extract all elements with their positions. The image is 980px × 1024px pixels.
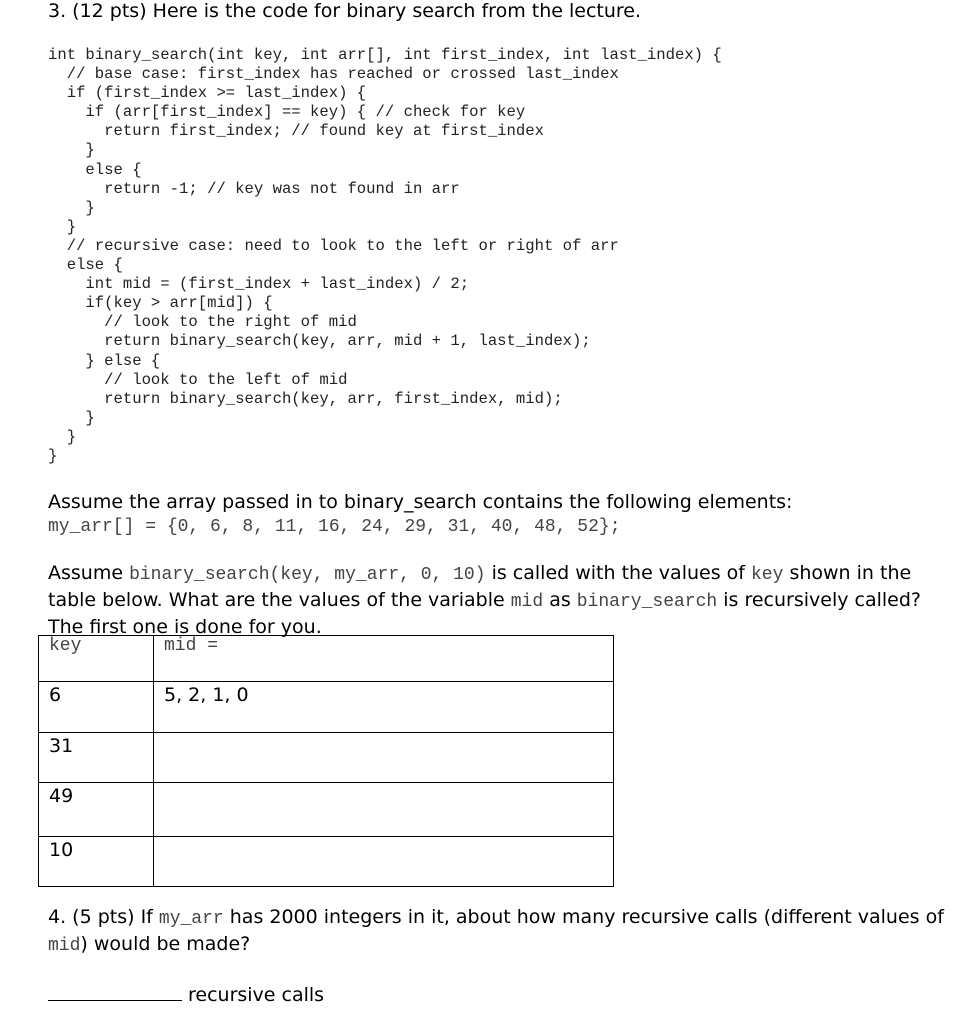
mid-values-table — [38, 635, 614, 887]
table-row — [39, 837, 614, 887]
q4-text-part: ) would be made? — [80, 933, 251, 955]
question-3-heading: 3. (12 pts) Here is the code for binary search from the lecture. — [48, 0, 641, 22]
call-text-part: is recursively called? The first one is done for you. — [48, 589, 922, 638]
array-description — [48, 490, 792, 540]
code-line: return first_index; // found key at first_index — [48, 122, 544, 141]
table-header-row — [39, 636, 614, 682]
code-line: return binary_search(key, arr, mid + 1, last_index); — [48, 332, 591, 351]
code-line: // look to the right of mid — [48, 313, 357, 332]
mid-code: mid — [510, 592, 544, 612]
key-column-header: key — [39, 636, 154, 682]
mid-column-header: mid = — [154, 636, 614, 682]
code-line: if(key > arr[mid]) { — [48, 294, 273, 313]
table-row — [39, 733, 614, 783]
code-line: } — [48, 198, 95, 217]
key-cell: 31 — [39, 733, 154, 783]
array-intro: Assume the array passed in to binary_search contains the following elements: — [48, 491, 793, 513]
code-line: // base case: first_index has reached or crossed last_index — [48, 65, 619, 84]
answer-blank[interactable] — [48, 980, 182, 1001]
q4-text-part: has 2000 integers in it, about how many recursive calls (different values of — [223, 906, 944, 928]
code-line: } — [48, 217, 77, 236]
table-row — [39, 682, 614, 733]
key-cell: 10 — [39, 837, 154, 887]
code-line: if (first_index >= last_index) { — [48, 84, 367, 103]
code-line: else { — [48, 160, 142, 179]
code-line: } — [48, 427, 77, 446]
mid-answer-cell[interactable] — [154, 733, 614, 783]
code-line: } — [48, 408, 95, 427]
code-line: else { — [48, 256, 123, 275]
call-text-part: shown in the table below. What are the values of the variable — [48, 562, 912, 611]
key-cell: 49 — [39, 783, 154, 837]
binary-search-code-ref: binary_search — [576, 592, 718, 612]
mid-answer-cell: 5, 2, 1, 0 — [154, 682, 614, 733]
call-text-part: is called with the values of — [485, 562, 751, 584]
answer-line — [48, 980, 324, 1006]
table-row — [39, 783, 614, 837]
code-line: int mid = (first_index + last_index) / 2; — [48, 275, 470, 294]
code-line: return binary_search(key, arr, first_index, mid); — [48, 389, 563, 408]
code-line: } — [48, 141, 95, 160]
key-cell: 6 — [39, 682, 154, 733]
code-line: return -1; // key was not found in arr — [48, 179, 460, 198]
code-line: if (arr[first_index] == key) { // check for key — [48, 103, 526, 122]
mid-answer-cell[interactable] — [154, 783, 614, 837]
mid-answer-cell[interactable] — [154, 837, 614, 887]
code-line: // recursive case: need to look to the left or right of arr — [48, 236, 619, 255]
code-line: } else { — [48, 351, 161, 370]
array-declaration: my_arr[] = {0, 6, 8, 11, 16, 24, 29, 31, 40, 48, 52}; — [48, 517, 621, 537]
code-line: int binary_search(int key, int arr[], int first_index, int last_index) { — [48, 46, 722, 64]
code-line: } — [48, 446, 58, 465]
call-text-part: Assume — [48, 562, 130, 584]
binary-search-code — [48, 46, 722, 466]
code-line: // look to the left of mid — [48, 370, 348, 389]
key-code: key — [751, 565, 784, 585]
answer-suffix: recursive calls — [188, 984, 325, 1006]
call-description — [48, 561, 948, 640]
my-arr-code: my_arr — [158, 909, 224, 929]
question-4-text — [48, 905, 948, 959]
mid-code: mid — [48, 936, 81, 956]
call-text-part: as — [543, 589, 577, 611]
q4-text-part: 4. (5 pts) If — [48, 906, 159, 928]
call-code: binary_search(key, my_arr, 0, 10) — [129, 565, 486, 585]
